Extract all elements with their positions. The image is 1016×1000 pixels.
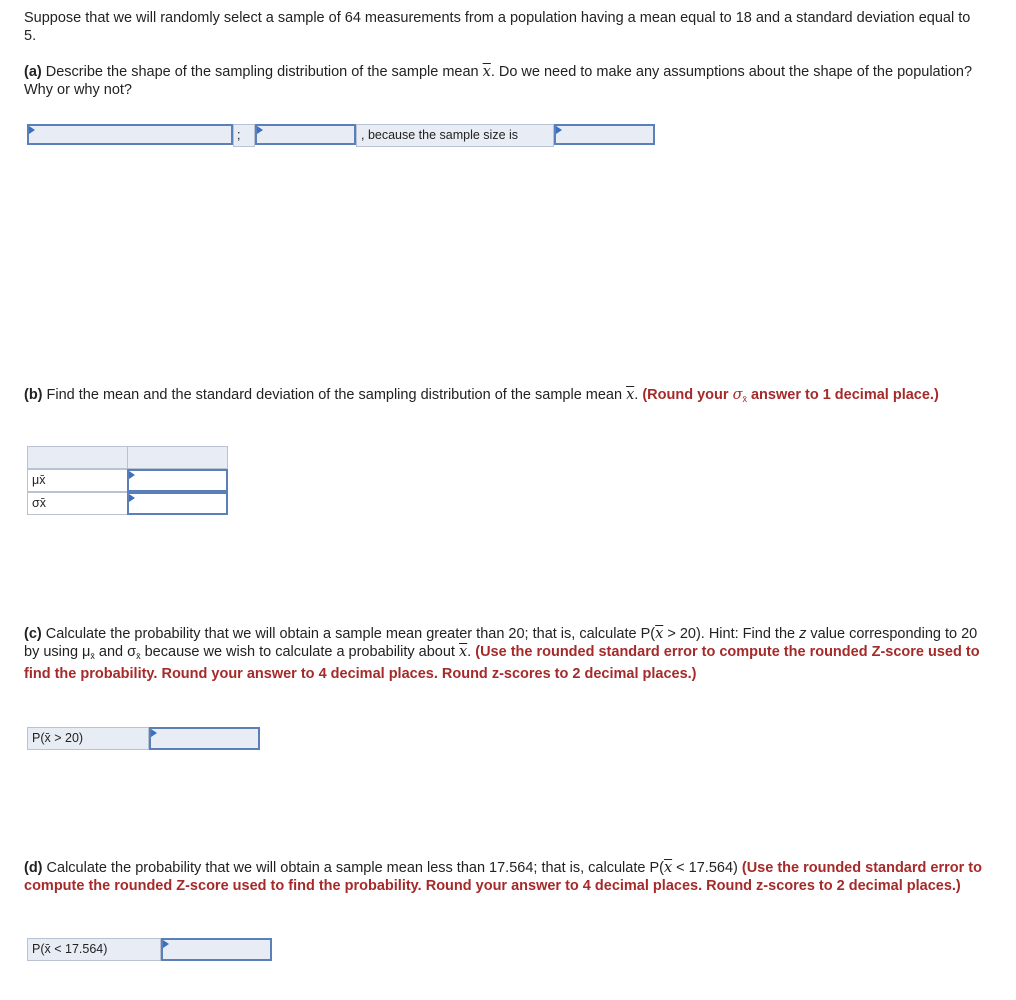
p-greater-20-input[interactable] (149, 727, 260, 750)
p-less-17564-input[interactable] (161, 938, 272, 961)
sigma-xbar-label: σx̄ (27, 492, 128, 515)
sigma-xbar-input[interactable] (127, 492, 228, 515)
part-c-question: (c) Calculate the probability that we will obtain a sample mean greater than 20; that is, calculate $P(\overline{x} > 20)$. Hint: Find the z value corresponding to 20 by using $\mu_{x̄}$ and $\sigma_{x̄}$ because we wish to calculate a probability about $\overline{x}$. (Use the rounded standard error to compute the rounded Z-score used to find the probability. Round your answer to 4 decimal places. Round z-scores to 2 decimal places.) (24, 626, 980, 682)
part-b-label: (b) (24, 387, 43, 403)
assumption-dropdown[interactable] (255, 124, 356, 145)
separator-label: ; (233, 124, 255, 147)
because-label: , because the sample size is (356, 124, 554, 147)
part-a-question: (a) Describe the shape of the sampling distribution of the sample mean $\overline{x}$. Do we need to make any assumptions about the shape of the population? Why or why not? (24, 64, 973, 98)
part-a-label: (a) (24, 64, 42, 80)
shape-dropdown[interactable] (27, 124, 233, 145)
part-d-question: (d) Calculate the probability that we will obtain a sample mean less than 17.564; that is, calculate $P(\overline{x} < 17.564)$ (Use the rounded standard error to compute the rounded Z-score used to find the probability. Round your answer to 4 decimal places. Round z-scores to 2 decimal places.) (24, 860, 982, 894)
intro-text: Suppose that we will randomly select a sample of 64 measurements from a population having a mean equal to 18 and a standard deviation equal to 5. (24, 10, 971, 44)
p-greater-20-label: P(x̄ > 20) (27, 727, 149, 750)
part-d-label: (d) (24, 860, 43, 876)
part-c-label: (c) (24, 626, 42, 642)
table-header-left (27, 446, 128, 469)
mu-xbar-input[interactable] (127, 469, 228, 492)
sample-size-dropdown[interactable] (554, 124, 655, 145)
mu-xbar-label: μx̄ (27, 469, 128, 492)
table-header-right (127, 446, 228, 469)
p-less-17564-label: P(x̄ < 17.564) (27, 938, 161, 961)
part-b-question: (b) Find the mean and the standard deviation of the sampling distribution of the sample mean $\overline{x}$. (Round your $\sigma_{x̄}$ answer to 1 decimal place.) (24, 387, 939, 404)
